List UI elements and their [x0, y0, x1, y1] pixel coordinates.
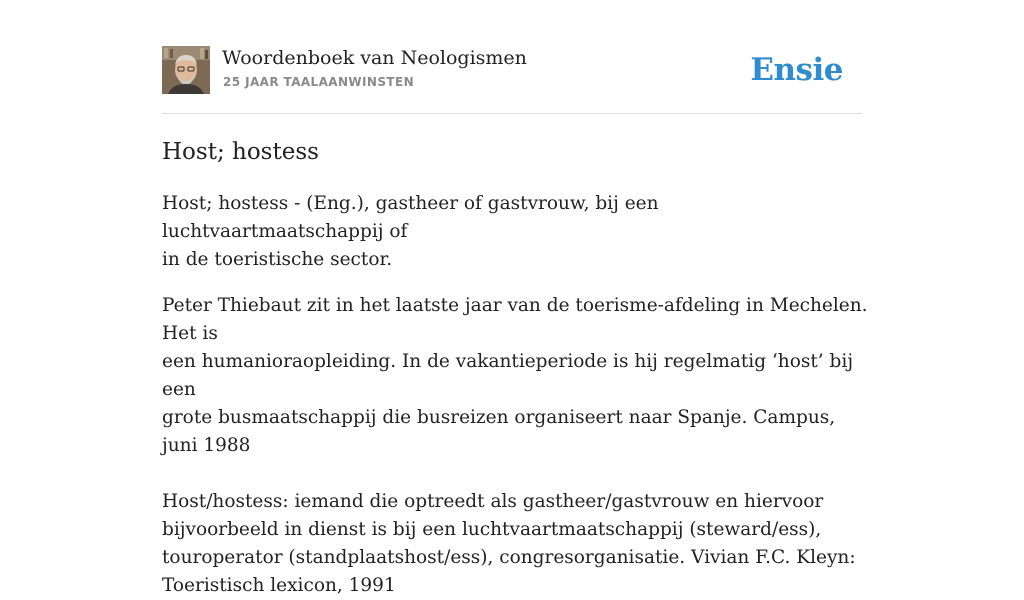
quote-line: bijvoorbeeld in dienst is bij een luchtvaartmaatschappij (steward/ess),	[162, 519, 822, 540]
author-avatar[interactable]	[162, 46, 210, 94]
header-divider	[162, 113, 862, 114]
avatar-portrait-icon	[162, 46, 210, 94]
quote-line: grote busmaatschappij die busreizen organiseert naar Spanje. Campus, juni 1988	[162, 407, 836, 456]
site-title[interactable]: Woordenboek van Neologismen	[222, 47, 527, 69]
site-subtitle: 25 JAAR TAALAANWINSTEN	[223, 75, 415, 89]
quote-spacer	[162, 460, 868, 488]
definition-line: in de toeristische sector.	[162, 249, 393, 270]
entry-title: Host; hostess	[162, 139, 319, 165]
site-header	[162, 46, 862, 96]
entry-quotes	[162, 292, 868, 600]
definition-line: Host; hostess - (Eng.), gastheer of gastvrouw, bij een luchtvaartmaatschappij of	[162, 193, 659, 242]
quote-line: touroperator (standplaatshost/ess), congresorganisatie. Vivian F.C. Kleyn:	[162, 547, 856, 568]
quote-line: Peter Thiebaut zit in het laatste jaar van de toerisme-afdeling in Mechelen. Het is	[162, 295, 868, 344]
entry-definition	[162, 190, 868, 274]
quote-line: Host/hostess: iemand die optreedt als gastheer/gastvrouw en hiervoor	[162, 491, 824, 512]
quote-line: een humanioraopleiding. In de vakantieperiode is hij regelmatig ‘host’ bij een	[162, 351, 854, 400]
quote-line: Toeristisch lexicon, 1991	[162, 575, 396, 596]
entry-content	[162, 136, 868, 600]
ensie-logo[interactable]: Ensie	[750, 52, 843, 88]
